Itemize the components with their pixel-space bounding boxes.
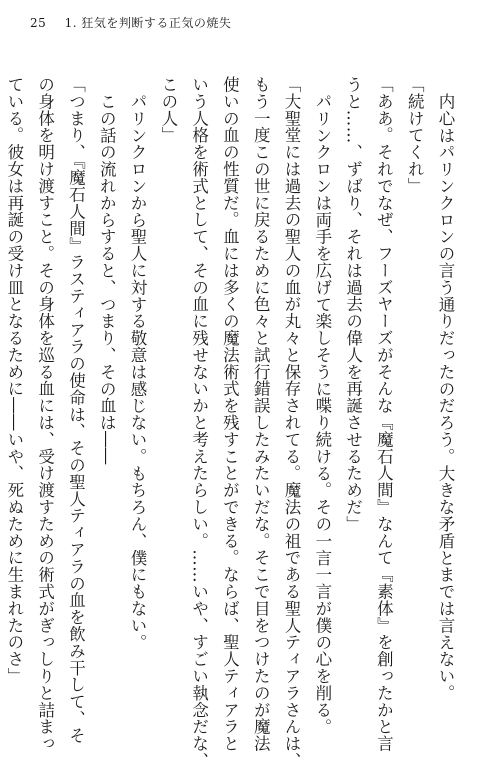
page-header [30,14,231,31]
chapter-title: 1. 狂気を判断する正気の焼失 [64,16,232,30]
text-line: 「つまり、『魔石人間』ラスティアラの使命は、その聖人ティアラの血を飲み干して、そ [66,76,86,744]
text-line: いう人格を術式として、その血に残せないかと考えたらしい。……いや、すごい執念だな、 [189,76,209,769]
text-line: 「続けてくれ」 [405,76,425,195]
text-line: 「大聖堂には過去の聖人の血が丸々と保存されてる。魔法の祖である聖人ティアラさんは、 [282,76,302,769]
text-line: パリンクロンは両手を広げて楽しそうに喋り続ける。その一言一言が僕の心を削る。 [312,92,332,735]
text-line: もう一度この世に戻るために色々と試行錯誤したみたいだな。そこで目をつけたのが魔法 [251,76,271,752]
page-number: 25 [30,16,47,30]
text-line: この話の流れからすると、つまり、その血は―― [97,92,117,465]
text-line: 内心はパリンクロンの言う通りだったのだろう。大きな矛盾とまでは言えない。 [436,92,455,701]
text-line: この人」 [158,76,178,144]
text-line: ている。彼女は再誕の受け皿となるために――いや、死ぬために生まれたのさ」 [4,76,24,685]
text-line: パリンクロンから聖人に対する敬意は感じない。もちろん、僕にもない。 [128,92,148,651]
text-line: 「ああ。それでなぜ、フーズヤーズがそんな『魔石人間』なんて『素体』を創ったかと言 [374,76,394,752]
vertical-body-text [4,76,460,769]
text-line: 使いの血の性質だ。血には多くの魔法術式を残すことができる。ならば、聖人ティアラと [220,76,240,752]
text-line: の身体を明け渡すこと。その身体を巡る血には、受け渡すための術式がぎっしりと詰まっ [35,76,55,752]
text-line: うと……、ずばり、それは過去の偉人を再誕させるためだ」 [343,76,363,533]
